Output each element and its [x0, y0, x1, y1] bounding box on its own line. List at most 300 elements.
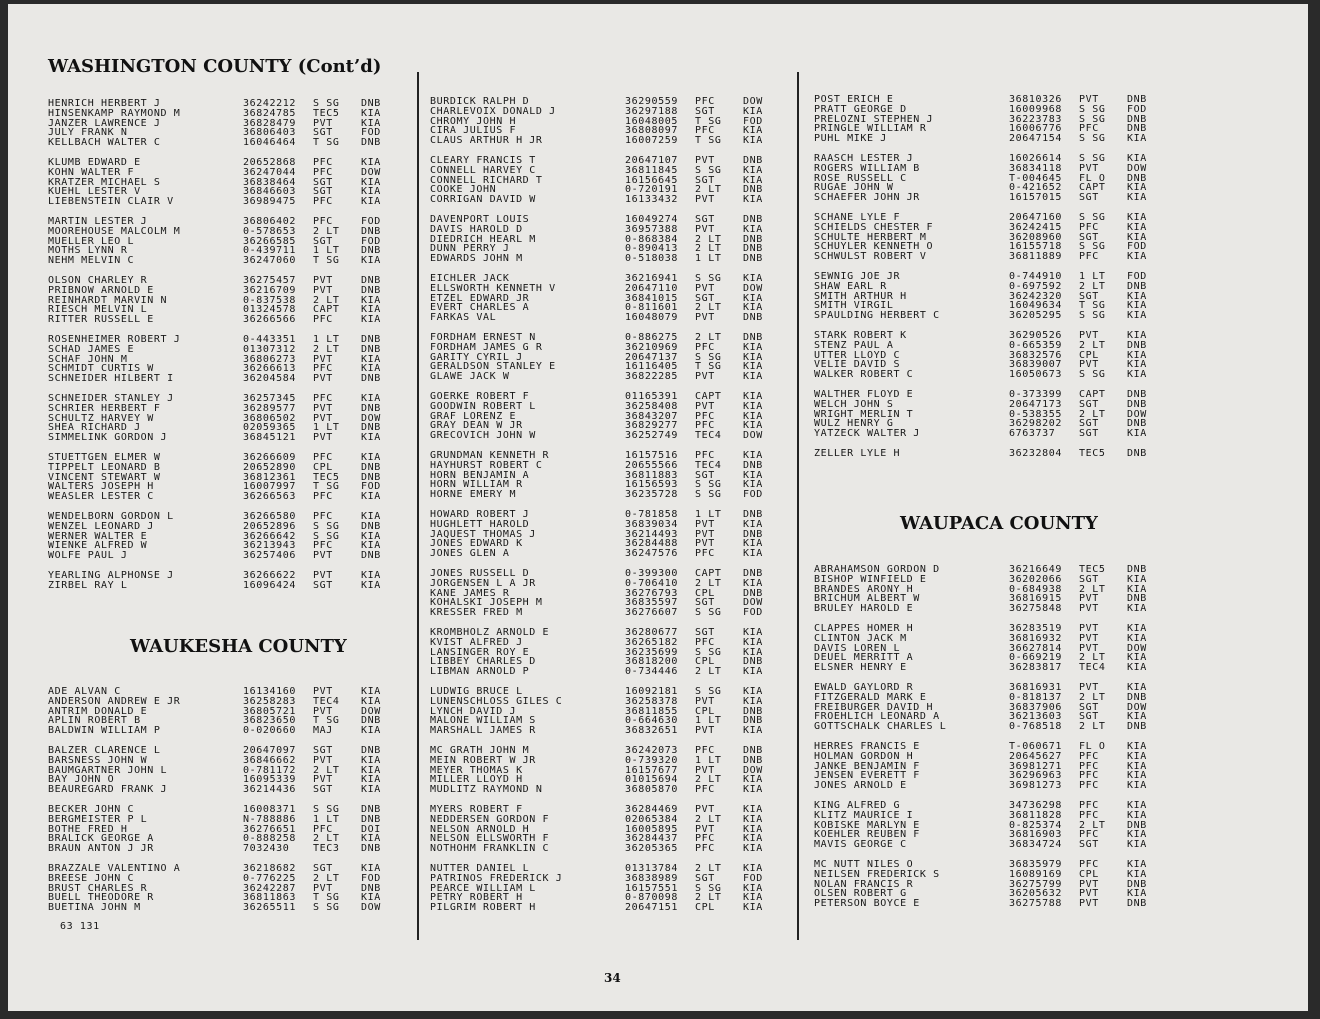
entry-group	[48, 571, 418, 591]
entry-name: GERALDSON STANLEY E	[430, 362, 556, 373]
entry-name: JANKE BENJAMIN F	[814, 761, 920, 772]
entry-rank: PVT	[695, 312, 715, 324]
entry-rank: CAPT	[1079, 389, 1106, 400]
entry-rank: SGT	[695, 292, 715, 304]
entry-group	[430, 156, 800, 205]
casualty-entry	[814, 252, 1184, 262]
entry-group	[430, 569, 800, 618]
section-title-waukesha: WAUKESHA COUNTY	[130, 636, 347, 657]
entry-rank: PVT	[1079, 632, 1099, 644]
entry-status: DNB	[743, 155, 763, 166]
entry-status: KIA	[361, 353, 381, 365]
entry-status: DNB	[743, 568, 763, 579]
entry-group	[430, 687, 800, 736]
entry-serial-number: 36843207	[625, 410, 678, 422]
entry-name: STENZ PAUL A	[814, 340, 894, 351]
entry-serial-number: 0-768518	[1009, 721, 1062, 733]
entry-serial-number: 36846662	[243, 754, 296, 766]
entry-status: KIA	[1127, 153, 1147, 164]
entry-serial-number: 16006776	[1009, 123, 1062, 135]
entry-rank: PVT	[695, 764, 715, 776]
entry-rank: PVT	[695, 155, 715, 166]
entry-name: MEYER THOMAS K	[430, 765, 523, 776]
entry-serial-number: 16092181	[625, 686, 678, 697]
entry-rank: CPL	[1079, 349, 1099, 361]
entry-serial-number: 36265511	[243, 902, 296, 914]
entry-serial-number: 36811855	[625, 705, 678, 717]
entry-status: DOW	[1127, 162, 1147, 174]
entry-rank: PVT	[1079, 682, 1099, 693]
entry-serial-number: N-788886	[243, 813, 296, 825]
entry-status: KIA	[1127, 839, 1147, 851]
entry-rank: PFC	[313, 491, 333, 503]
entry-status: DNB	[1127, 448, 1147, 459]
entry-name: SMITH VIRGIL	[814, 301, 894, 312]
entry-rank: SGT	[695, 174, 715, 186]
entry-rank: S SG	[1079, 241, 1106, 253]
entry-name: HAYHURST ROBERT C	[430, 460, 543, 471]
entry-rank: CPL	[695, 902, 715, 914]
casualty-entry	[430, 490, 800, 500]
entry-serial-number: 0-825374	[1009, 819, 1062, 831]
entry-status: KIA	[361, 107, 381, 119]
entry-rank: PVT	[695, 725, 715, 737]
entry-name: UTTER LLOYD C	[814, 350, 901, 361]
entry-rank: PVT	[1079, 94, 1099, 105]
entry-name: KRATZER MICHAEL S	[48, 177, 161, 188]
entry-name: BREESE JOHN C	[48, 873, 135, 884]
casualty-entry	[430, 785, 800, 795]
entry-name: BERGMEISTER P L	[48, 814, 148, 825]
entry-name: POST ERICH E	[814, 95, 894, 105]
entry-status: KIA	[1127, 133, 1147, 145]
entry-rank: PFC	[1079, 251, 1099, 263]
entry-rank: PVT	[313, 774, 333, 786]
entry-serial-number: 36276651	[243, 823, 296, 835]
entry-serial-number: 20647151	[625, 902, 678, 914]
entry-name: SCHAD JAMES E	[48, 344, 135, 355]
entry-status: KIA	[743, 410, 763, 422]
entry-serial-number: 36812361	[243, 471, 296, 483]
entry-rank: SGT	[313, 235, 333, 247]
entry-serial-number: 36816903	[1009, 829, 1062, 841]
entry-group	[430, 392, 800, 441]
entry-serial-number: 36266609	[243, 452, 296, 463]
entry-group	[430, 215, 800, 264]
entry-serial-number: 36838989	[625, 872, 678, 884]
entry-name: PRIBNOW ARNOLD E	[48, 285, 154, 296]
entry-rank: T SG	[313, 481, 340, 493]
entry-rank: PVT	[313, 570, 333, 581]
entry-group	[48, 158, 418, 207]
entry-serial-number: 36805870	[625, 784, 678, 796]
entry-serial-number: 36266642	[243, 530, 296, 542]
entry-serial-number: 0-664630	[625, 715, 678, 727]
entry-serial-number: 0-868384	[625, 233, 678, 245]
entry-name: CONNELL RICHARD T	[430, 175, 543, 186]
entry-serial-number: 36818200	[625, 656, 678, 668]
entry-serial-number: 0-776225	[243, 872, 296, 884]
entry-serial-number: 36832576	[1009, 349, 1062, 361]
entry-status: DNB	[1127, 280, 1147, 292]
entry-rank: SGT	[695, 627, 715, 638]
entry-status: KIA	[743, 469, 763, 481]
entry-name: BRANDES ARONY H	[814, 584, 914, 595]
casualty-entry	[814, 134, 1184, 144]
entry-rank: 2 LT	[695, 243, 722, 255]
entry-rank: PVT	[1079, 642, 1099, 654]
entry-status: FOD	[743, 115, 763, 127]
casualty-entry	[48, 256, 418, 266]
entry-rank: PVT	[1079, 593, 1099, 605]
entry-rank: T SG	[1079, 300, 1106, 312]
entry-serial-number: 36823650	[243, 715, 296, 727]
entry-rank: PFC	[313, 540, 333, 552]
entry-status: KIA	[743, 174, 763, 186]
entry-status: KIA	[743, 725, 763, 737]
entry-rank: PVT	[1079, 898, 1099, 910]
entry-name: HINSENKAMP RAYMOND M	[48, 108, 181, 119]
entry-name: BAY JOHN O	[48, 775, 115, 786]
document-page	[8, 4, 1308, 1011]
entry-serial-number: 36283519	[1009, 623, 1062, 634]
entry-name: EDWARDS JOHN M	[430, 254, 523, 264]
entry-rank: PFC	[313, 157, 333, 168]
entry-status: DNB	[1127, 172, 1147, 184]
entry-name: FORDHAM ERNEST N	[430, 333, 536, 343]
entry-rank: TEC5	[313, 107, 340, 119]
casualty-entry	[814, 663, 1184, 673]
entry-status: KIA	[743, 105, 763, 117]
entry-serial-number: 36834118	[1009, 162, 1062, 174]
entry-rank: CAPT	[313, 304, 340, 316]
entry-status: DNB	[743, 745, 763, 756]
entry-status: DNB	[361, 520, 381, 532]
entry-status: KIA	[361, 294, 381, 306]
entry-status: KIA	[1127, 652, 1147, 664]
entry-rank: 2 LT	[695, 774, 722, 786]
entry-status: DNB	[743, 233, 763, 245]
entry-name: RITTER RUSSELL E	[48, 315, 154, 325]
entry-status: DNB	[361, 745, 381, 756]
entry-rank: 2 LT	[695, 332, 722, 343]
entry-serial-number: 0-697592	[1009, 280, 1062, 292]
entry-name: TIPPELT LEONARD B	[48, 462, 161, 473]
entry-name: ANTRIM DONALD E	[48, 706, 148, 717]
entry-serial-number: 16007997	[243, 481, 296, 493]
entry-rank: TEC5	[1079, 448, 1106, 459]
entry-rank: S SG	[313, 804, 340, 815]
entry-status: DNB	[743, 184, 763, 196]
entry-name: KLITZ MAURICE I	[814, 810, 914, 821]
entry-name: SCHIELDS CHESTER F	[814, 222, 934, 233]
entry-rank: S SG	[1079, 212, 1106, 223]
entry-name: JONES RUSSELL D	[430, 569, 530, 579]
entry-rank: S SG	[695, 686, 722, 697]
entry-status: KIA	[743, 902, 763, 914]
entry-rank: PFC	[313, 196, 333, 208]
entry-status: KIA	[361, 695, 381, 707]
entry-status: KIA	[743, 636, 763, 648]
entry-status: KIA	[743, 863, 763, 874]
entry-status: KIA	[743, 518, 763, 530]
entry-group	[48, 99, 418, 148]
entry-rank: SGT	[1079, 231, 1099, 243]
entry-status: KIA	[361, 540, 381, 552]
entry-status: DNB	[1127, 123, 1147, 135]
entry-serial-number: 16095339	[243, 774, 296, 786]
entry-serial-number: 20647137	[625, 351, 678, 363]
entry-name: WIENKE ALFRED W	[48, 541, 148, 552]
entry-status: KIA	[361, 725, 381, 737]
entry-rank: S SG	[695, 882, 722, 894]
entry-status: DOW	[1127, 408, 1147, 420]
entry-name: DAVIS HAROLD D	[430, 224, 523, 235]
entry-group	[430, 333, 800, 382]
entry-serial-number: 16134160	[243, 686, 296, 697]
section-title-waupaca: WAUPACA COUNTY	[900, 513, 1098, 534]
entry-rank: TEC4	[1079, 662, 1106, 674]
entry-serial-number: 36627814	[1009, 642, 1062, 654]
entry-group	[48, 453, 418, 502]
entry-name: STUETTGEN ELMER W	[48, 453, 161, 463]
entry-serial-number: 16008371	[243, 804, 296, 815]
entry-serial-number: 36266580	[243, 511, 296, 522]
entry-name: GLAWE JACK W	[430, 372, 510, 382]
entry-status: DNB	[361, 715, 381, 727]
entry-serial-number: 36247576	[625, 548, 678, 560]
entry-serial-number: 36838464	[243, 176, 296, 188]
entry-rank: 2 LT	[1079, 280, 1106, 292]
entry-serial-number: 0-439711	[243, 245, 296, 257]
entry-name: ROSENHEIMER ROBERT J	[48, 335, 181, 345]
entry-group	[48, 805, 418, 854]
entry-serial-number: 16048005	[625, 115, 678, 127]
entry-name: KOHALSKI JOSEPH M	[430, 598, 543, 609]
entry-name: WEASLER LESTER C	[48, 492, 154, 502]
entry-serial-number: 36247060	[243, 255, 296, 267]
entry-status: KIA	[1127, 300, 1147, 312]
entry-name: EWALD GAYLORD R	[814, 683, 914, 693]
entry-name: KVIST ALFRED J	[430, 637, 523, 648]
entry-name: WALKER ROBERT C	[814, 370, 914, 380]
entry-name: PILGRIM ROBERT H	[430, 903, 536, 913]
entry-name: BRICHUM ALBERT W	[814, 594, 920, 605]
entry-status: KIA	[743, 843, 763, 855]
entry-name: BOTHE FRED H	[48, 824, 128, 835]
entry-status: KIA	[361, 764, 381, 776]
entry-rank: PVT	[313, 353, 333, 365]
entry-status: KIA	[1127, 623, 1147, 634]
entry-name: BRUST CHARLES R	[48, 883, 148, 894]
entry-serial-number: 36216941	[625, 273, 678, 284]
entry-name: CIRA JULIUS F	[430, 126, 517, 137]
entry-name: GARITY CYRIL J	[430, 352, 523, 363]
entry-serial-number: 36834724	[1009, 839, 1062, 851]
entry-serial-number: 16049274	[625, 214, 678, 225]
entry-status: KIA	[361, 774, 381, 786]
entry-status: DOW	[361, 166, 381, 178]
entry-rank: 2 LT	[695, 184, 722, 196]
entry-status: FOD	[1127, 241, 1147, 253]
entry-serial-number: 0-421652	[1009, 182, 1062, 194]
entry-serial-number: 0-399300	[625, 568, 678, 579]
entry-rank: CPL	[1079, 868, 1099, 880]
entry-serial-number: 36216709	[243, 284, 296, 296]
entry-name: VELIE DAVID S	[814, 360, 901, 371]
entry-rank: SGT	[313, 186, 333, 198]
entry-serial-number: 16049634	[1009, 300, 1062, 312]
entry-status: KIA	[743, 892, 763, 904]
entry-name: ABRAHAMSON GORDON D	[814, 565, 940, 575]
entry-serial-number: 36242212	[243, 98, 296, 109]
entry-name: WRIGHT MERLIN T	[814, 409, 914, 420]
entry-serial-number: 0-734446	[625, 666, 678, 678]
entry-serial-number: 0-518038	[625, 253, 678, 265]
entry-serial-number: 36266622	[243, 570, 296, 581]
casualty-entry	[814, 449, 1184, 459]
entry-status: DNB	[743, 509, 763, 520]
entry-status: KIA	[743, 882, 763, 894]
entry-serial-number: 36283817	[1009, 662, 1062, 674]
entry-status: KIA	[1127, 760, 1147, 772]
entry-status: KIA	[1127, 770, 1147, 782]
entry-group	[814, 565, 1184, 614]
entry-serial-number: 02065384	[625, 813, 678, 825]
entry-name: WENDELBORN GORDON L	[48, 512, 174, 522]
casualty-entry	[430, 195, 800, 205]
entry-rank: PVT	[313, 284, 333, 296]
entry-group	[430, 274, 800, 323]
entry-status: DNB	[743, 715, 763, 727]
entry-name: HORN WILLIAM R	[430, 480, 523, 491]
entry-status: FOD	[743, 607, 763, 619]
entry-serial-number: 36266563	[243, 491, 296, 503]
entry-serial-number: 36275457	[243, 275, 296, 286]
casualty-entry	[48, 374, 418, 384]
casualty-entry	[814, 370, 1184, 380]
entry-serial-number: 36223783	[1009, 113, 1062, 125]
entry-name: PETRY ROBERT H	[430, 893, 523, 904]
entry-status: KIA	[361, 570, 381, 581]
entry-group	[814, 272, 1184, 321]
entry-name: BUELL THEODORE R	[48, 893, 154, 904]
entry-serial-number: 0-739320	[625, 754, 678, 766]
entry-serial-number: 0-665359	[1009, 339, 1062, 351]
entry-status: KIA	[1127, 212, 1147, 223]
entry-rank: 2 LT	[313, 872, 340, 884]
entry-status: KIA	[361, 754, 381, 766]
entry-rank: CPL	[695, 656, 715, 668]
entry-status: FOD	[361, 235, 381, 247]
entry-serial-number: 6763737	[1009, 428, 1056, 440]
entry-serial-number: 36242287	[243, 882, 296, 894]
entry-serial-number: 36242073	[625, 745, 678, 756]
entry-name: ELSNER HENRY E	[814, 663, 907, 673]
casualty-entry	[814, 781, 1184, 791]
entry-serial-number: 36214436	[243, 784, 296, 796]
entry-serial-number: 36257406	[243, 550, 296, 562]
entry-status: KIA	[1127, 750, 1147, 762]
entry-status: DNB	[743, 705, 763, 717]
entry-rank: PVT	[695, 695, 715, 707]
casualty-entry	[48, 138, 418, 148]
entry-serial-number: 36805721	[243, 705, 296, 717]
entry-rank: SGT	[1079, 701, 1099, 713]
entry-status: KIA	[1127, 859, 1147, 870]
entry-rank: PVT	[1079, 330, 1099, 341]
entry-name: PATRINOS FREDERICK J	[430, 873, 563, 884]
entry-status: DNB	[361, 882, 381, 894]
entry-name: PETERSON BOYCE E	[814, 899, 920, 909]
entry-name: PRELOZNI STEPHEN J	[814, 114, 934, 125]
entry-status: KIA	[361, 686, 381, 697]
entry-name: FORDHAM JAMES G R	[430, 342, 543, 353]
entry-name: JONES GLEN A	[430, 549, 510, 559]
casualty-entry	[48, 581, 418, 591]
entry-serial-number: 16046464	[243, 137, 296, 149]
entry-status: KIA	[743, 302, 763, 314]
entry-status: DOW	[743, 430, 763, 442]
entry-status: DOW	[361, 902, 381, 914]
entry-serial-number: T-060671	[1009, 741, 1062, 752]
entry-name: MUELLER LEO L	[48, 236, 135, 247]
casualty-entry	[48, 844, 418, 854]
entry-name: ROGERS WILLIAM B	[814, 163, 920, 174]
entry-rank: PFC	[695, 96, 715, 107]
entry-serial-number: 36276607	[625, 607, 678, 619]
entry-serial-number: 36835597	[625, 597, 678, 609]
entry-rank: 2 LT	[695, 863, 722, 874]
entry-name: LUDWIG BRUCE L	[430, 687, 523, 697]
entry-serial-number: 0-684938	[1009, 583, 1062, 595]
entry-name: KRESSER FRED M	[430, 608, 523, 618]
entry-rank: CAPT	[695, 391, 722, 402]
entry-status: KIA	[1127, 780, 1147, 792]
entry-name: SCHMIDT CURTIS W	[48, 364, 154, 375]
entry-rank: PFC	[1079, 780, 1099, 792]
entry-name: BAUMGARTNER JOHN L	[48, 765, 168, 776]
entry-name: HORN BENJAMIN A	[430, 470, 530, 481]
entry-rank: S SG	[695, 489, 722, 501]
entry-group	[814, 683, 1184, 732]
entry-rank: PVT	[313, 117, 333, 129]
entry-rank: SGT	[1079, 428, 1099, 440]
entry-serial-number: 36290526	[1009, 330, 1062, 341]
entry-status: DNB	[743, 312, 763, 324]
entry-name: HERRES FRANCIS E	[814, 742, 920, 752]
entry-serial-number: 36213603	[1009, 711, 1062, 723]
entry-name: MUDLITZ RAYMOND N	[430, 785, 543, 795]
entry-name: SCHULTE HERBERT M	[814, 232, 927, 243]
entry-serial-number: 20647097	[243, 745, 296, 756]
entry-serial-number: 20647110	[625, 282, 678, 294]
entry-status: KIA	[743, 164, 763, 176]
casualty-entry	[48, 197, 418, 207]
entry-name: WULZ HENRY G	[814, 419, 894, 430]
entry-name: NELSON ELLSWORTH F	[430, 834, 550, 845]
entry-status: DNB	[1127, 564, 1147, 575]
entry-status: KIA	[1127, 290, 1147, 302]
entry-serial-number: 36816915	[1009, 593, 1062, 605]
entry-rank: PFC	[695, 784, 715, 796]
entry-name: KOEHLER REUBEN F	[814, 830, 920, 841]
casualty-entry	[814, 604, 1184, 614]
entry-serial-number: 36816932	[1009, 632, 1062, 644]
entry-serial-number: 36258378	[625, 695, 678, 707]
entry-serial-number: 36296963	[1009, 770, 1062, 782]
entry-serial-number: 0-781172	[243, 764, 296, 776]
